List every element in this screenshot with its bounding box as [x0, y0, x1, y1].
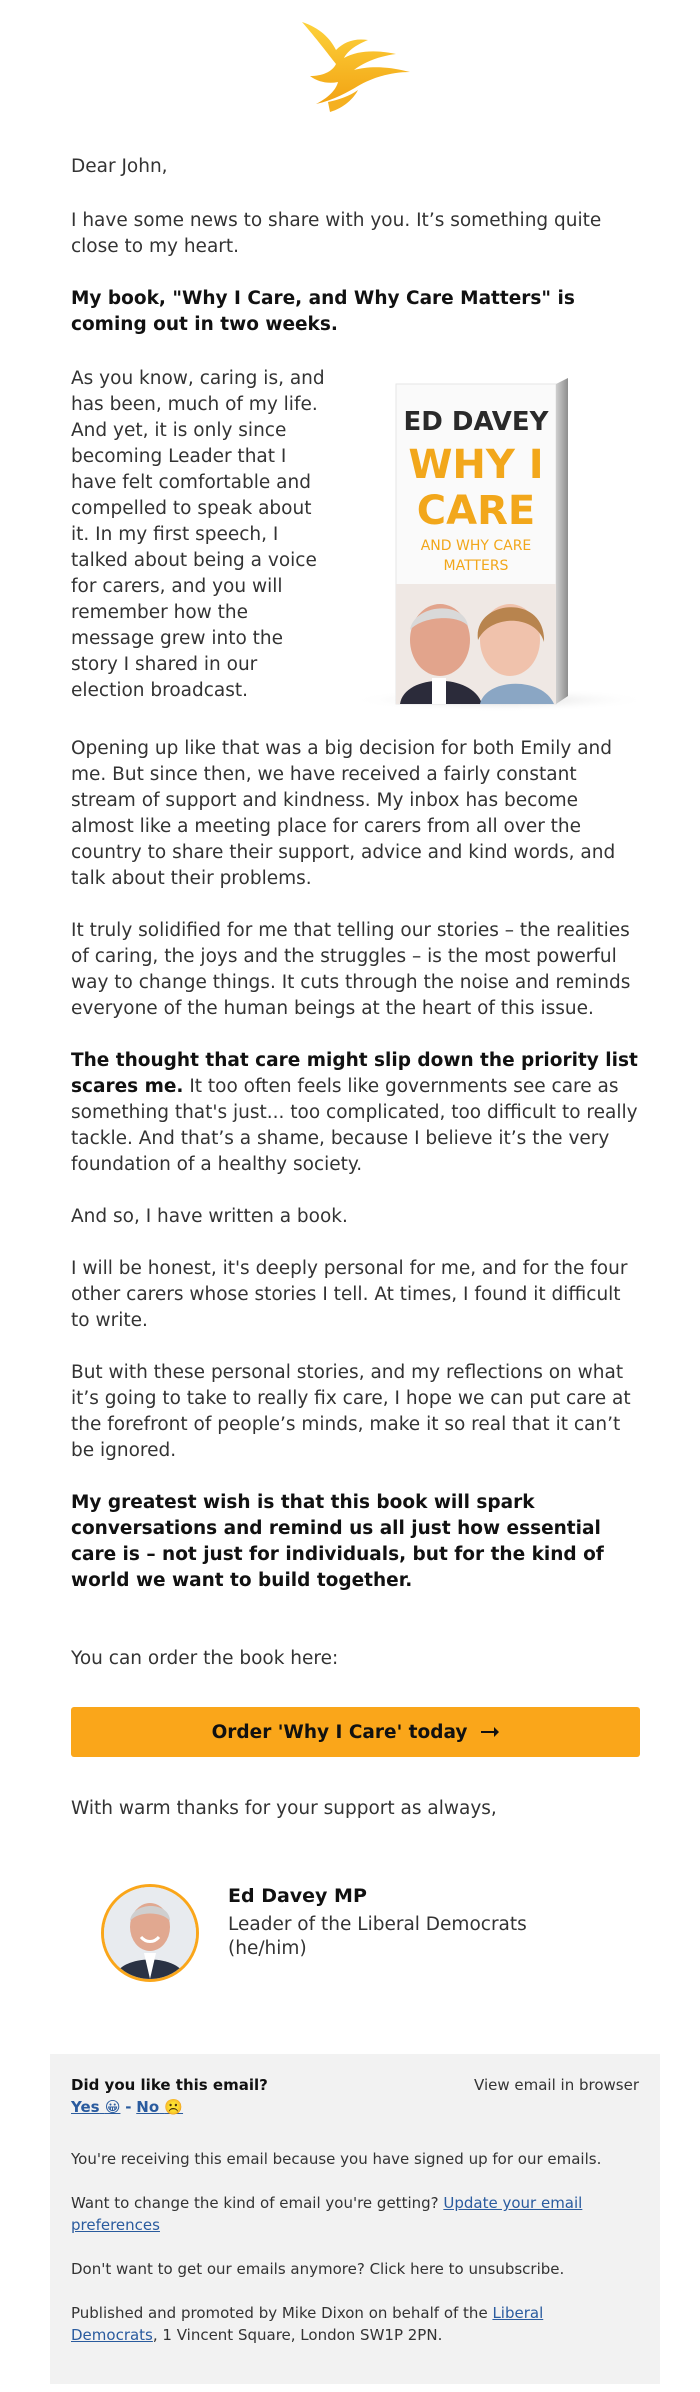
book-author: ED DAVEY: [403, 407, 549, 437]
preferences-notice: Want to change the kind of email you're getting? Update your email preferences: [71, 2194, 583, 2234]
view-in-browser-link[interactable]: View email in browser: [474, 2076, 639, 2094]
feedback-links: Yes 😀 - No ☹️: [71, 2098, 184, 2116]
order-book-label: Order 'Why I Care' today: [211, 1721, 468, 1743]
liberal-democrats-bird-icon: [292, 20, 416, 114]
liberal-democrats-link[interactable]: Liberal Democrats: [71, 2304, 544, 2344]
book-title-line1: WHY I: [408, 442, 544, 488]
email-footer: [50, 2054, 660, 2384]
greatest-wish-paragraph: My greatest wish is that this book will spark conversations and remind us all just how essential care is – not just for individuals, but for the kind of world we want to build together.: [71, 1492, 604, 1591]
order-book-button[interactable]: [71, 1707, 640, 1757]
opening-up-paragraph: Opening up like that was a big decision for both Emily and me. But since then, we have received a fairly constant stream of support and kindness. My inbox has become almost like a meeting place for carers from all over the country to share their support, advice and kind words, and talk about their problems.: [71, 738, 616, 889]
priority-paragraph: The thought that care might slip down the priority list scares me. It too often feels like governments see care as something that's just... too complicated, too difficult to really tackle. And that’s a shame, because I believe it’s the very foundation of a healthy society.: [71, 1050, 638, 1175]
book-subtitle-line1: AND WHY CARE: [420, 538, 532, 554]
signature-name: Ed Davey MP: [228, 1885, 367, 1907]
book-cover-photo: [396, 584, 556, 704]
order-prompt: You can order the book here:: [71, 1648, 339, 1669]
stories-paragraph: It truly solidified for me that telling our stories – the realities of caring, the joys and the struggles – is the most powerful way to change things. It cuts through the noise and reminds everyone of the human beings at the heart of this issue.: [71, 920, 631, 1019]
unsubscribe-notice[interactable]: Don't want to get our emails anymore? Click here to unsubscribe.: [71, 2260, 565, 2278]
feedback-question: Did you like this email?: [71, 2076, 268, 2094]
sad-face-icon: ☹️: [164, 2098, 184, 2116]
book-announcement: My book, "Why I Care, and Why Care Matters" is coming out in two weeks.: [71, 288, 575, 335]
greeting: Dear John,: [71, 156, 168, 177]
signed-up-notice: You're receiving this email because you have signed up for our emails.: [71, 2150, 602, 2168]
signature-role: Leader of the Liberal Democrats: [228, 1914, 527, 1935]
feedback-yes-link[interactable]: Yes 😀: [71, 2098, 121, 2116]
feedback-no-link[interactable]: No ☹️: [136, 2098, 184, 2116]
signature-pronouns: (he/him): [228, 1938, 307, 1959]
book-subtitle-line2: MATTERS: [443, 558, 509, 574]
closing-line: With warm thanks for your support as always,: [71, 1798, 497, 1819]
avatar: [101, 1884, 199, 1982]
caring-paragraph: As you know, caring is, and has been, much of my life. And yet, it is only since becoming Leader that I have felt comfortable and compelled to speak about it. In my first speech, I talked about being a voice for carers, and you will remember how the message grew into the story I shared in our election broadcast.: [71, 368, 325, 701]
imprint: Published and promoted by Mike Dixon on behalf of the Liberal Democrats, 1 Vincent Square, London SW1P 2PN.: [71, 2304, 544, 2344]
arrow-right-icon: [481, 1725, 499, 1739]
written-book-paragraph: And so, I have written a book.: [71, 1206, 348, 1227]
update-preferences-link[interactable]: Update your email preferences: [71, 2194, 583, 2234]
liberal-democrats-logo: [292, 20, 416, 114]
book-cover: [340, 378, 640, 718]
reflections-paragraph: But with these personal stories, and my reflections on what it’s going to take to really fix care, I hope we can put care at the forefront of people’s minds, make it so real that it can’t be ignored.: [71, 1362, 631, 1461]
intro-paragraph: I have some news to share with you. It’s something quite close to my heart.: [71, 210, 602, 257]
honest-paragraph: I will be honest, it's deeply personal for me, and for the four other carers whose stories I tell. At times, I found it difficult to write.: [71, 1258, 628, 1331]
book-title-line2: CARE: [416, 488, 536, 534]
happy-face-icon: 😀: [104, 2098, 121, 2116]
